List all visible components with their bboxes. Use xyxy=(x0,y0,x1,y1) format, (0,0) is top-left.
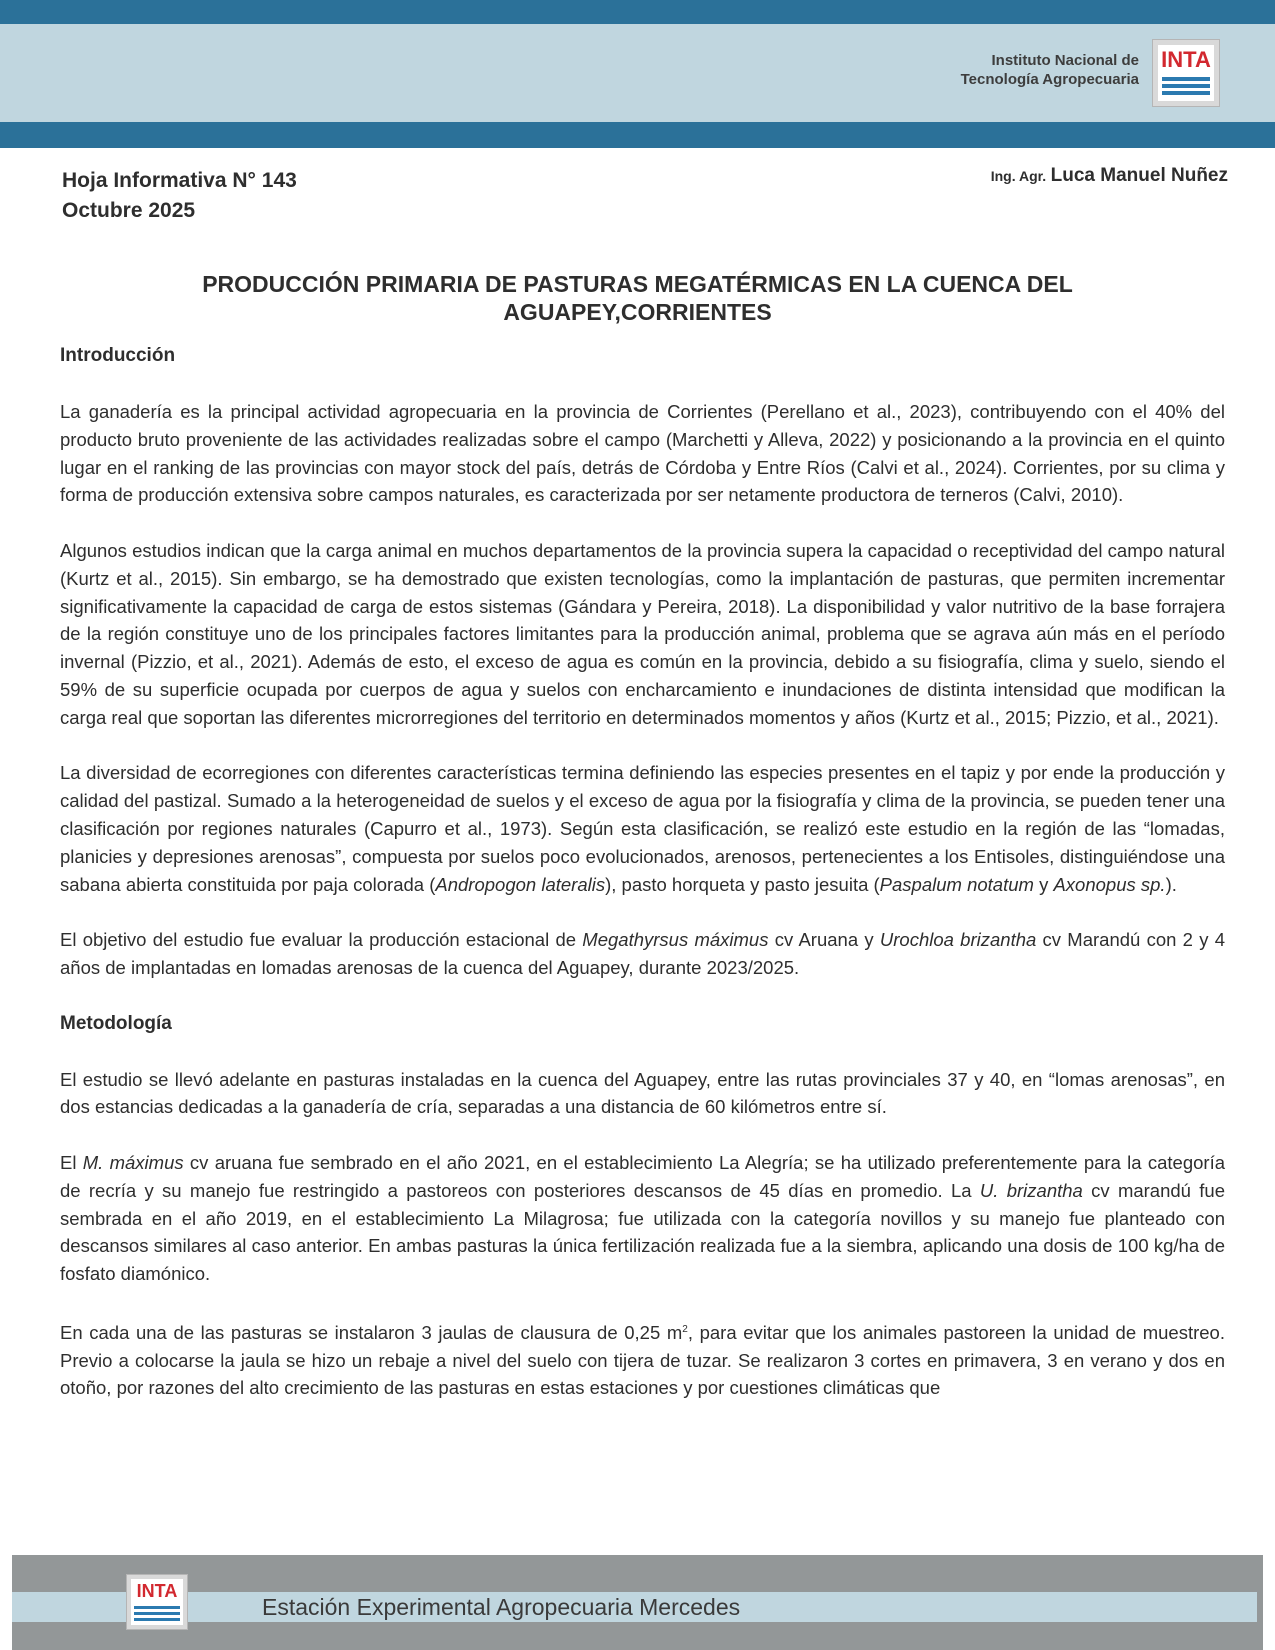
paragraph: El estudio se llevó adelante en pasturas instaladas en la cuenca del Aguapey, entre las rutas provinciales 37 y 40, en “lomas arenosas”, en dos estancias dedicadas a la ganadería de cría, separadas a una distancia de 60 kilómetros entre sí. xyxy=(60,1068,1225,1118)
superscript: 2 xyxy=(682,1323,688,1335)
species-name: Axonopus sp. xyxy=(1053,873,1166,895)
paragraph-text: cv Marandú con 2 y 4 años de implantadas en lomadas arenosas de la cuenca del Aguapey, durante 2023/2025. xyxy=(60,929,1226,978)
inta-logo-stripe xyxy=(1162,91,1210,95)
paragraph-text: cv aruana fue sembrado en el año 2021, en el establecimiento La Alegría; se ha utilizado preferentemente para la categoría de recría y su manejo fue restringido a pastoreos con posteriores descansos de 45 días en promedio. La xyxy=(60,1151,1225,1201)
paragraph-text: La diversidad de ecorregiones con diferentes características termina definiendo las especies presentes en el tapiz y por ende la producción y calidad del pastizal. Sumado a la heterogeneidad de suelos y el exceso de agua por la fisiografía y clima de la provincia, se pueden tener una clasificación por regiones naturales (Capurro et al., 1973). Según esta clasificación, se realizó este estudio en la región de las “lomadas, planicies y depresiones arenosas”, compuesta por suelos poco evolucionados, arenosos, pertenecientes a los Entisoles, distinguiéndose una sabana abierta constituida por paja colorada ( xyxy=(60,762,1225,895)
author xyxy=(991,165,1228,187)
paragraph xyxy=(60,1149,1225,1288)
paragraph-text: , para evitar que los animales pastoreen la unidad de muestreo. Previo a colocarse la jaula se hizo un rebaje a nivel del suelo con tijera de tuzar. Se realizaron 3 cortes en primavera, 3 en verano y dos en otoño, por razones del alto crecimiento de las pasturas en estas estaciones y por cuestiones climáticas que xyxy=(60,1321,1225,1399)
species-name: Paspalum notatum xyxy=(879,873,1034,895)
paragraph-text: ), pasto horqueta y pasto jesuita ( xyxy=(605,873,880,895)
paragraph xyxy=(60,759,1225,898)
institution-line-1: Instituto Nacional de xyxy=(991,52,1139,69)
paragraph-text: y xyxy=(1033,873,1054,895)
document-body xyxy=(60,342,1225,1430)
paragraph-text: cv Aruana y xyxy=(768,929,880,951)
institution-name xyxy=(961,51,1139,89)
species-name: U. brizantha xyxy=(979,1179,1083,1201)
author-name: Luca Manuel Nuñez xyxy=(1050,165,1228,186)
paragraph: Algunos estudios indican que la carga animal en muchos departamentos de la provincia supera la capacidad o receptividad del campo natural (Kurtz et al., 2015). Sin embargo, se ha demostrado que existen tecnologías, como la implantación de pasturas, que permiten incrementar significativamente la capacidad de carga de estos sistemas (Gándara y Pereira, 2018). La disponibilidad y valor nutritivo de la base forrajera de la región constituye uno de los principales factores limitantes para la producción animal, problema que se agrava aún más en el período invernal (Pizzio, et al., 2021). Además de esto, el exceso de agua es común en la provincia, debido a su fisiografía, clima y suelo, siendo el 59% de su superficie ocupada por cuerpos de agua y suelos con encharcamiento e inundaciones de distinta intensidad que modifican la carga real que soportan las diferentes microrregiones del territorio en determinados momentos y años (Kurtz et al., 2015; Pizzio, et al., 2021). xyxy=(60,539,1225,728)
inta-logo-text: INTA xyxy=(1161,47,1211,72)
document-title xyxy=(100,270,1175,326)
paragraph-text: cv marandú fue sembrada en el año 2019, en el establecimiento La Milagrosa; fue utilizada con la categoría novillos y su manejo fue planteado con descansos similares al caso anterior. En ambas pasturas la única fertilización realizada fue a la siembra, aplicando una dosis de 100 kg/ha de fosfato diamónico. xyxy=(60,1179,1225,1285)
title-line-1: PRODUCCIÓN PRIMARIA DE PASTURAS MEGATÉRMICAS EN LA CUENCA DEL xyxy=(202,271,1073,297)
institution-line-2: Tecnología Agropecuaria xyxy=(960,71,1139,88)
paragraph-text: ). xyxy=(1165,873,1177,895)
species-name: M. máximus xyxy=(82,1151,184,1173)
inta-logo xyxy=(1152,39,1220,107)
issue-date: Octubre 2025 xyxy=(62,199,196,222)
species-name: Andropogon lateralis xyxy=(435,873,606,895)
paragraph xyxy=(60,926,1225,982)
station-name: Estación Experimental Agropecuaria Mercedes xyxy=(262,1594,741,1620)
footer-logo-text: INTA xyxy=(136,1581,178,1601)
section-heading-metodologia: Metodología xyxy=(60,1012,172,1034)
paragraph-text: El xyxy=(60,1151,83,1173)
species-name: Megathyrsus máximus xyxy=(582,929,769,951)
species-name: Urochloa brizantha xyxy=(879,929,1037,951)
footer-logo-stripe xyxy=(134,1618,180,1621)
author-prefix: Ing. Agr. xyxy=(990,168,1047,184)
header-bottom-bar xyxy=(0,122,1275,148)
paragraph xyxy=(60,1316,1225,1403)
footer-logo-inner xyxy=(131,1579,183,1625)
header-top-bar xyxy=(0,0,1275,24)
sheet-number: Hoja Informativa N° 143 xyxy=(62,169,297,192)
title-line-2: AGUAPEY,CORRIENTES xyxy=(503,299,772,325)
paragraph: La ganadería es la principal actividad agropecuaria en la provincia de Corrientes (Perellano et al., 2023), contribuyendo con el 40% del producto bruto proveniente de las actividades realizadas sobre el campo (Marchetti y Alleva, 2022) y posicionando a la provincia en el quinto lugar en el ranking de las provincias con mayor stock del país, detrás de Córdoba y Entre Ríos (Calvi et al., 2024). Corrientes, por su clima y forma de producción extensiva sobre campos naturales, es caracterizada por ser netamente productora de terneros (Calvi, 2010). xyxy=(60,401,1225,506)
paragraph-text: El objetivo del estudio fue evaluar la producción estacional de xyxy=(60,929,583,951)
footer-inta-logo xyxy=(126,1574,188,1630)
inta-logo-inner xyxy=(1158,45,1214,101)
document-meta xyxy=(62,166,297,226)
footer-logo-stripe xyxy=(134,1606,180,1609)
inta-logo-stripe xyxy=(1162,84,1210,88)
inta-logo-stripe xyxy=(1162,77,1210,81)
paragraph-text: En cada una de las pasturas se instalaron 3 jaulas de clausura de 0,25 m xyxy=(60,1321,683,1343)
footer-logo-stripe xyxy=(134,1612,180,1615)
section-heading-introduccion: Introducción xyxy=(60,345,176,366)
